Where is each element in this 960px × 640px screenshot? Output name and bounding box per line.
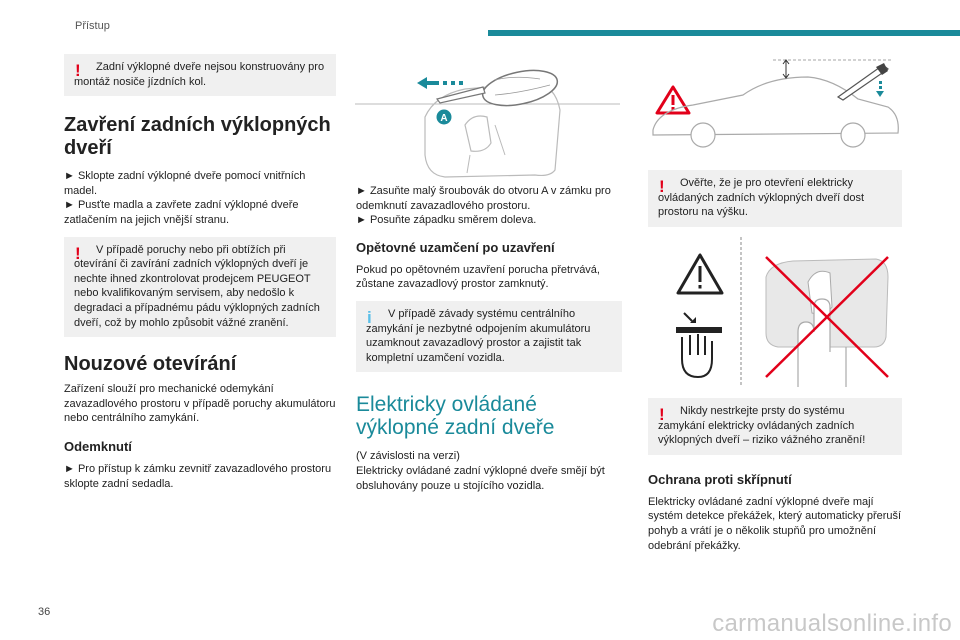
step-insert: ► Zasuňte malý šroubovák do otvoru A v zámku pro odemknutí zavazadlového prostoru. bbox=[356, 185, 611, 212]
close-step-2: ► Pusťte madla a zavřete zadní výklopné dveře zatlačením na jejich vnější stranu. bbox=[64, 199, 299, 226]
heading-electric-tailgate: Elektricky ovládané výklopné zadní dveře bbox=[356, 393, 555, 440]
warning-box-space bbox=[648, 170, 902, 227]
warning-mark-icon: ! bbox=[75, 243, 81, 263]
car-height-illustration bbox=[648, 55, 903, 150]
relock-text: Pokud po opětovném uzavření porucha přetrvává, zůstane zavazadlový prostor zamknutý. bbox=[356, 263, 600, 291]
emergency-text: Zařízení slouží pro mechanické odemykání zavazadlového prostoru v případě poruchy akumulátoru nebo centrálního zamykání. bbox=[64, 383, 336, 425]
electric-text: (V závislosti na verzi) Elektricky ovládané zadní výklopné dveře smějí být obsluhovány pouze u stojícího vozidla. bbox=[356, 450, 605, 492]
pinch-text: Elektricky ovládané zadní výklopné dveře mají systém detekce překážek, který automaticky přeruší pohyb a vrátí je o několik stupňů pro umožnění odebrání překážky. bbox=[648, 495, 902, 552]
unlock-text: ► Pro přístup k zámku zevnitř zavazadlového prostoru sklopte zadní sedadla. bbox=[64, 462, 332, 490]
callout-a-label: A bbox=[440, 113, 448, 124]
page-number: 36 bbox=[38, 606, 51, 618]
warning-box-bike-carrier bbox=[64, 54, 336, 96]
column-3-bottom bbox=[648, 398, 902, 553]
heading-unlock: Odemknutí bbox=[64, 438, 132, 454]
warning-text: Ověřte, že je pro otevření elektricky ovládaných zadních výklopných dveří dost prostoru na výšku. bbox=[658, 177, 865, 219]
warning-triangle-icon bbox=[678, 255, 722, 293]
warning-box-fingers bbox=[648, 398, 902, 455]
close-step-1: ► Sklopte zadní výklopné dveře pomocí vnitřních madel. bbox=[64, 170, 306, 197]
column-3-top bbox=[648, 170, 902, 227]
screwdriver-lock-illustration bbox=[355, 55, 625, 185]
warning-mark-icon: ! bbox=[75, 61, 81, 80]
warning-mark-icon: ! bbox=[659, 177, 665, 196]
heading-emergency: Nouzové otevírání bbox=[64, 353, 237, 376]
warning-mark-icon: ! bbox=[659, 405, 665, 424]
info-text: V případě závady systému centrálního zamykání je nezbytné odpojením akumulátoru uzamknout zavazadlový prostor a zajistit tak kompletní uzamčení vozidla. bbox=[366, 307, 591, 364]
warning-text: V případě poruchy nebo při obtížích při otevírání či zavírání zadních výklopných dveří je nechte ihned zkontrolovat prodejcem PEUGEOT nebo kvalifikovaným servisem, aby nedošlo k degradaci a případnému pádu výklopných zadních dveří, což by mohlo způsobit vážné zranění. bbox=[74, 243, 320, 329]
step-slide: ► Posuňte západku směrem doleva. bbox=[356, 214, 537, 227]
section-title: Přístup bbox=[75, 20, 110, 32]
finger-warning-illustration bbox=[648, 237, 902, 387]
heading-relock: Opětovné uzamčení po uzavření bbox=[356, 239, 555, 255]
column-2 bbox=[356, 184, 622, 493]
warning-text: Zadní výklopné dveře nejsou konstruovány pro montáž nosiče jízdních kol. bbox=[74, 61, 325, 88]
info-mark-icon: i bbox=[367, 307, 372, 327]
heading-pinch: Ochrana proti skřípnutí bbox=[648, 471, 792, 487]
watermark: carmanualsonline.info bbox=[712, 610, 952, 637]
heading-close: Zavření zadních výklopných dveří bbox=[64, 114, 331, 160]
warning-box-malfunction bbox=[64, 237, 336, 338]
arrow-left-icon bbox=[417, 77, 463, 89]
warning-text: Nikdy nestrkejte prsty do systému zamykání elektricky ovládaných zadních výklopných dveří – riziko vážného zranění! bbox=[658, 405, 866, 447]
info-box-central-locking bbox=[356, 301, 622, 372]
column-1 bbox=[64, 54, 336, 491]
hand-icon bbox=[676, 313, 722, 377]
header-accent-bar bbox=[488, 30, 960, 36]
warning-triangle-icon bbox=[657, 87, 689, 113]
